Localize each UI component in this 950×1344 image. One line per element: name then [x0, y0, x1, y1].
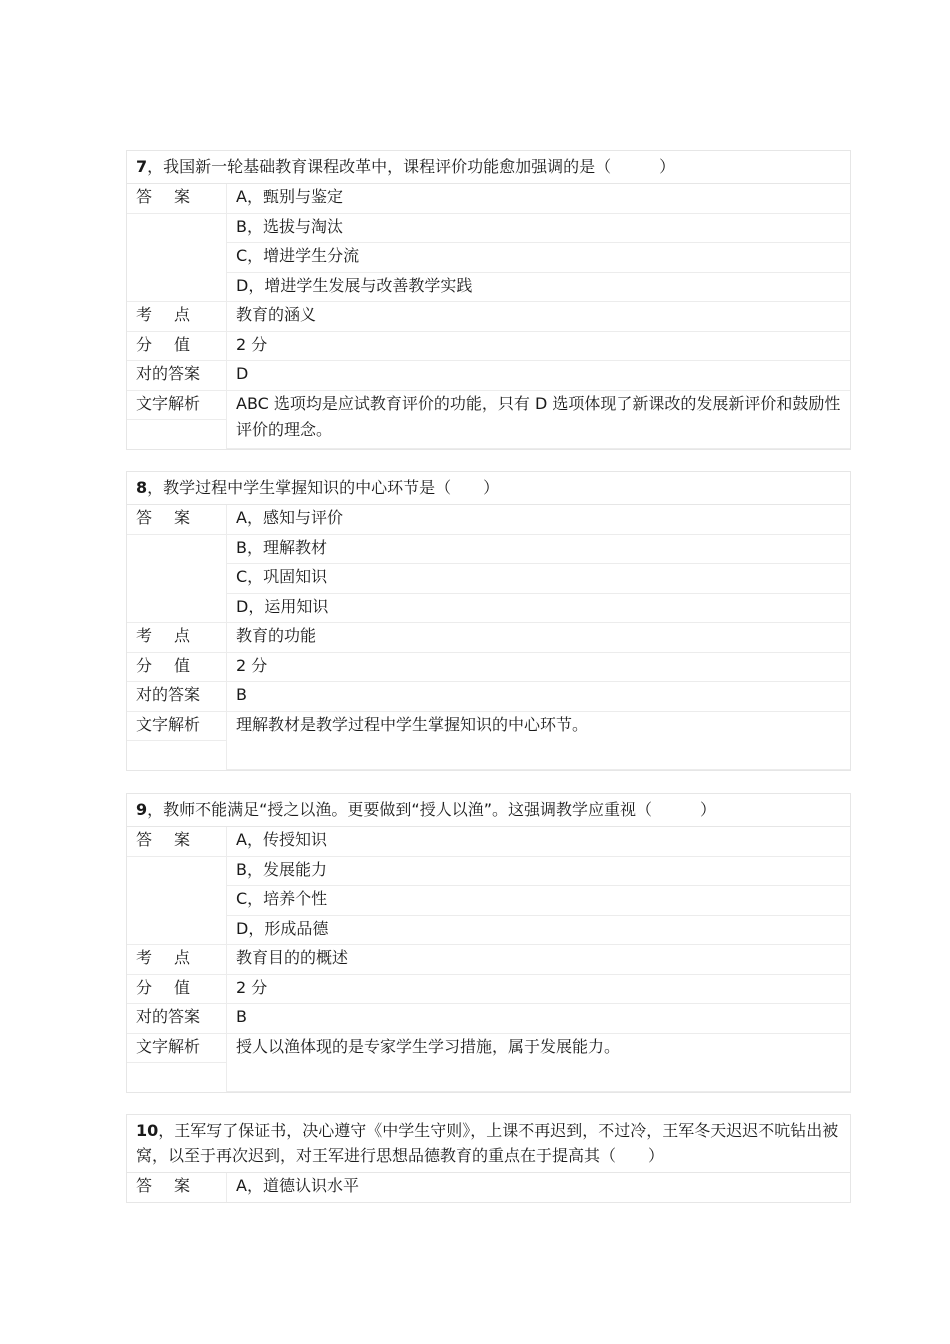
score-label: 分 值: [127, 331, 227, 361]
knowledge-point: 教育的涵义: [227, 302, 851, 332]
point-label: 考 点: [127, 302, 227, 332]
answer-label: 答 案: [127, 184, 227, 213]
correct-answer-label: 对的答案: [127, 1004, 227, 1034]
option-a: A，甄别与鉴定: [227, 184, 851, 213]
option-c: C，培养个性: [227, 886, 851, 916]
score-label: 分 值: [127, 974, 227, 1004]
option-d: D，形成品德: [227, 915, 851, 945]
option-a: A，感知与评价: [227, 505, 851, 534]
question-stem: [127, 1115, 850, 1173]
correct-answer: B: [227, 1004, 851, 1034]
question-stem: [127, 151, 850, 184]
correct-answer-label: 对的答案: [127, 361, 227, 391]
question-text: ，王军写了保证书，决心遵守《中学生守则》，上课不再迟到，不过冷，王军冬天迟迟不吭钻出被窝，以至于再次迟到，对王军进行思想品德教育的重点在于提高其（ ）: [136, 1121, 839, 1165]
question-number: 7: [136, 157, 148, 176]
option-d: D，增进学生发展与改善教学实践: [227, 272, 851, 302]
question-block-7: [126, 150, 851, 450]
analysis-label: 文字解析: [127, 711, 227, 741]
question-text: ，我国新一轮基础教育课程改革中，课程评价功能愈加强调的是（ ）: [147, 157, 676, 176]
option-b: B，发展能力: [227, 856, 851, 886]
option-c: C，增进学生分流: [227, 243, 851, 273]
question-stem: [127, 794, 850, 827]
correct-answer: B: [227, 682, 851, 712]
point-label: 考 点: [127, 945, 227, 975]
point-label: 考 点: [127, 623, 227, 653]
analysis-label: 文字解析: [127, 1033, 227, 1063]
option-d: D，运用知识: [227, 593, 851, 623]
question-block-8: [126, 471, 851, 771]
question-block-9: [126, 793, 851, 1093]
option-b: B，选拔与淘汰: [227, 213, 851, 243]
answer-label: 答 案: [127, 505, 227, 534]
knowledge-point: 教育的功能: [227, 623, 851, 653]
option-a: A，传授知识: [227, 827, 851, 856]
question-text: ，教师不能满足“授之以渔。更要做到“授人以渔”。这强调教学应重视（ ）: [147, 800, 717, 819]
correct-answer-label: 对的答案: [127, 682, 227, 712]
analysis-text: 理解教材是教学过程中学生掌握知识的中心环节。: [227, 711, 851, 770]
question-text: ，教学过程中学生掌握知识的中心环节是（ ）: [147, 478, 500, 497]
question-number: 9: [136, 800, 148, 819]
option-a: A，道德认识水平: [236, 1176, 359, 1195]
analysis-label: 文字解析: [127, 390, 227, 420]
score-value: 2 分: [227, 331, 851, 361]
score-value: 2 分: [227, 652, 851, 682]
question-number: 10: [136, 1121, 159, 1140]
question-number: 8: [136, 478, 148, 497]
answer-label: 答 案: [127, 1173, 227, 1202]
answer-label: 答 案: [127, 827, 227, 856]
option-b: B，理解教材: [227, 534, 851, 564]
analysis-text: 授人以渔体现的是专家学生学习措施，属于发展能力。: [227, 1033, 851, 1092]
question-details-table: [127, 827, 850, 1092]
knowledge-point: 教育目的的概述: [227, 945, 851, 975]
question-details-table: [127, 1173, 850, 1202]
question-stem: [127, 472, 850, 505]
correct-answer: D: [227, 361, 851, 391]
question-details-table: [127, 184, 850, 449]
option-c: C，巩固知识: [227, 564, 851, 594]
analysis-text: ABC 选项均是应试教育评价的功能，只有 D 选项体现了新课改的发展新评价和鼓励性评价的理念。: [227, 390, 851, 449]
score-value: 2 分: [227, 974, 851, 1004]
question-block-10: [126, 1114, 851, 1203]
score-label: 分 值: [127, 652, 227, 682]
question-details-table: [127, 505, 850, 770]
